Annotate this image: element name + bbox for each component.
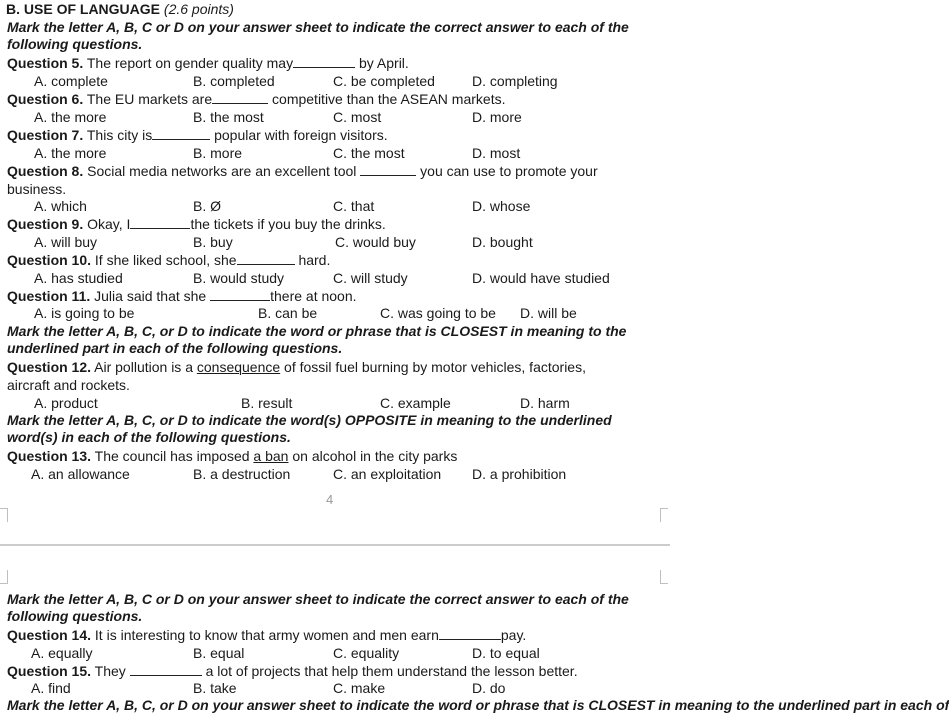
option-a: A. find: [31, 680, 71, 696]
answer-blank: [210, 288, 270, 301]
question-5: Question 5. The report on gender quality may by April.: [7, 55, 409, 71]
option-a: A. has studied: [34, 270, 123, 286]
option-b: B. can be: [258, 305, 318, 321]
page-number: 4: [326, 492, 334, 507]
option-c: C. was going to be: [380, 305, 496, 321]
page-break: [0, 544, 670, 546]
option-b: B. result: [241, 395, 293, 411]
answer-blank: [212, 91, 268, 104]
section-points: (2.6 points): [163, 1, 234, 17]
answer-blank: [152, 127, 210, 140]
option-a: A. the more: [34, 109, 107, 125]
option-d: D. will be: [520, 305, 577, 321]
option-d: D. harm: [520, 395, 570, 411]
option-d: D. more: [472, 109, 522, 125]
option-b: B. would study: [193, 270, 285, 286]
option-c: C. most: [333, 109, 382, 125]
question-14: Question 14. It is interesting to know that army women and men earn pay.: [7, 627, 527, 643]
option-b: B. take: [193, 680, 237, 696]
answer-blank: [130, 216, 190, 229]
page-corner-mark: [0, 570, 8, 584]
option-c: C. an exploitation: [333, 466, 442, 482]
question-8-continued: business.: [7, 181, 67, 197]
option-d: D. do: [472, 680, 506, 696]
section-header: [6, 1, 234, 18]
underlined-word: consequence: [196, 359, 281, 375]
answer-blank: [237, 252, 295, 265]
option-a: A. equally: [31, 645, 93, 661]
question-8: Question 8. Social media networks are an excellent tool you can use to promote your: [7, 163, 598, 179]
instruction-2: Mark the letter A, B, C, or D to indicate the word or phrase that is CLOSEST in meaning to the underlined part in each of the following questions.: [7, 323, 627, 356]
option-b: B. equal: [193, 645, 245, 661]
option-c: C. equality: [333, 645, 400, 661]
page-corner-mark: [0, 508, 8, 522]
question-12: Question 12. Air pollution is a consequence of fossil fuel burning by motor vehicles, factories,: [7, 359, 586, 375]
question-7: Question 7. This city is popular with foreign visitors.: [7, 127, 388, 143]
option-a: A. the more: [34, 145, 107, 161]
option-d: D. would have studied: [472, 270, 610, 286]
instruction-3: Mark the letter A, B, C, or D to indicate the word(s) OPPOSITE in meaning to the underlined word(s) in each of the following questions.: [7, 412, 612, 445]
answer-blank: [293, 55, 355, 68]
question-9: Question 9. Okay, I the tickets if you buy the drinks.: [7, 216, 386, 232]
option-a: A. product: [34, 395, 98, 411]
option-d: D. completing: [472, 73, 558, 89]
option-c: C. that: [333, 198, 375, 214]
page-corner-mark: [660, 508, 668, 522]
option-b: B. the most: [193, 109, 264, 125]
option-b: B. completed: [193, 73, 275, 89]
option-c: C. the most: [333, 145, 405, 161]
question-15: Question 15. They a lot of projects that help them understand the lesson better.: [7, 663, 578, 679]
option-a: A. will buy: [34, 234, 98, 250]
option-b: B. more: [193, 145, 243, 161]
instruction-5-cutoff: Mark the letter A, B, C, or D on your answer sheet to indicate the word or phrase that is CLOSEST in meaning to the underlined part in each of: [7, 697, 949, 713]
option-a: A. which: [34, 198, 87, 214]
option-a: A. an allowance: [31, 466, 130, 482]
question-10: Question 10. If she liked school, she hard.: [7, 252, 331, 268]
question-12-continued: aircraft and rockets.: [7, 377, 130, 393]
option-c: C. would buy: [335, 234, 416, 250]
option-b: B. buy: [193, 234, 233, 250]
option-d: D. a prohibition: [472, 466, 567, 482]
answer-blank: [130, 663, 202, 676]
answer-blank: [439, 627, 501, 640]
underlined-word: a ban: [253, 448, 289, 464]
option-a: A. complete: [34, 73, 108, 89]
instruction-1: Mark the letter A, B, C or D on your answer sheet to indicate the correct answer to each of the following questions.: [7, 19, 629, 52]
option-b: B. a destruction: [193, 466, 291, 482]
option-c: C. make: [333, 680, 386, 696]
option-d: D. to equal: [472, 645, 540, 661]
answer-blank: [360, 163, 416, 176]
option-b: B. Ø: [193, 198, 222, 214]
option-c: C. example: [380, 395, 451, 411]
option-d: D. most: [472, 145, 521, 161]
option-a: A. is going to be: [34, 305, 135, 321]
instruction-4: Mark the letter A, B, C or D on your answer sheet to indicate the correct answer to each of the following questions.: [7, 591, 629, 624]
section-title: B. USE OF LANGUAGE: [6, 1, 161, 17]
option-d: D. bought: [472, 234, 533, 250]
question-13: Question 13. The council has imposed a ban on alcohol in the city parks: [7, 448, 458, 464]
option-c: C. be completed: [333, 73, 435, 89]
page-corner-mark: [660, 570, 668, 584]
question-6: Question 6. The EU markets are competitive than the ASEAN markets.: [7, 91, 506, 107]
question-11: Question 11. Julia said that she there at noon.: [7, 288, 357, 304]
option-c: C. will study: [333, 270, 408, 286]
option-d: D. whose: [472, 198, 531, 214]
